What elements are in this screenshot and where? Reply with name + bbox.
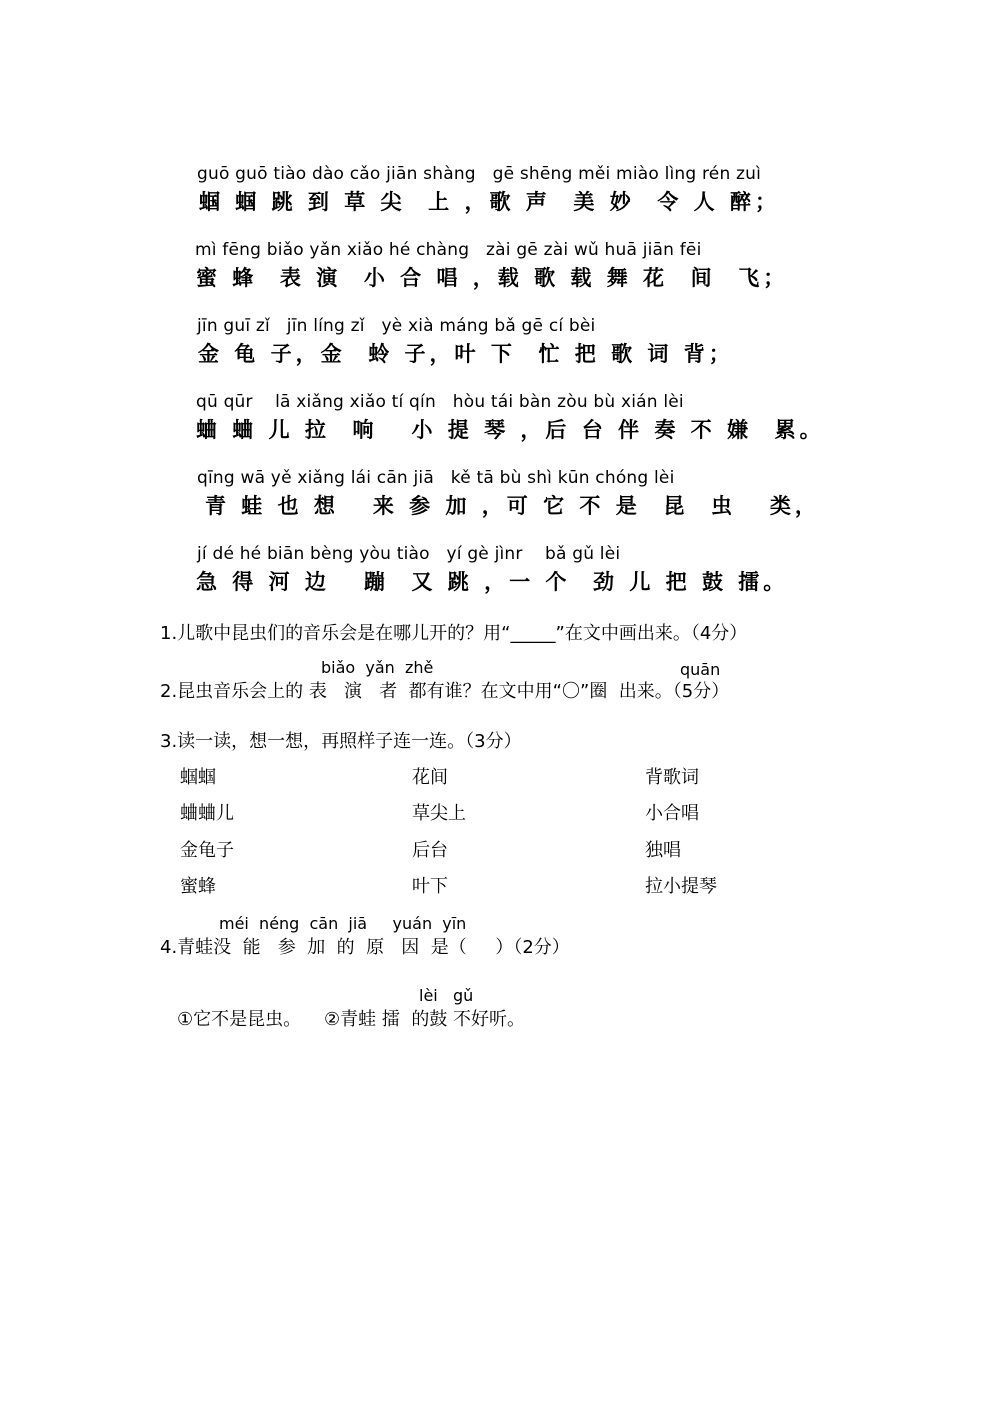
pinyin-line-5: qīng wā yě xiǎng lái cān jiā kě tā bù shì kūn chóng lèi	[197, 468, 675, 488]
match-left-item: 蛐蛐儿	[180, 803, 234, 824]
match-middle-item: 后台	[412, 840, 448, 861]
pinyin-line-2: mì fēng biǎo yǎn xiǎo hé chàng zài gē zài wǔ huā jiān fēi	[195, 240, 702, 260]
question-4: 4.青蛙没 能 参 加 的 原 因 是（ ）（2分）	[160, 937, 570, 958]
question-4-pinyin: méi néng cān jiā yuán yīn	[219, 914, 467, 933]
poem-line-6: 急 得 河 边 蹦 又 跳 ，一 个 劲 儿 把 鼓 擂。	[196, 570, 789, 594]
match-right-item: 背歌词	[645, 767, 699, 788]
match-left-item: 蝈蝈	[180, 767, 216, 788]
poem-line-1: 蝈 蝈 跳 到 草 尖 上 ，歌 声 美 妙 令 人 醉；	[199, 190, 780, 214]
options-pinyin: lèi gǔ	[419, 986, 474, 1005]
poem-line-4: 蛐 蛐 儿 拉 响 小 提 琴 ，后 台 伴 奏 不 嫌 累。	[196, 418, 825, 442]
poem-line-2: 蜜 蜂 表 演 小 合 唱 ，载 歌 载 舞 花 间 飞；	[196, 266, 789, 290]
pinyin-line-4: qū qūr lā xiǎng xiǎo tí qín hòu tái bàn zòu bù xián lèi	[196, 392, 684, 412]
match-middle-item: 草尖上	[412, 803, 466, 824]
answer-options: ①它不是昆虫。 ②青蛙 擂 的鼓 不好听。	[177, 1009, 526, 1030]
question-2: 2.昆虫音乐会上的 表 演 者 都有谁？在文中用“〇”圈 出来。（5分）	[160, 681, 730, 702]
question-2-pinyin-a: biǎo yǎn zhě	[321, 658, 434, 677]
match-left-item: 金龟子	[180, 840, 234, 861]
question-3: 3.读一读，想一想，再照样子连一连。（3分）	[160, 731, 522, 752]
poem-line-5: 青 蛙 也 想 来 参 加 ，可 它 不 是 昆 虫 类，	[205, 494, 820, 518]
pinyin-line-1: guō guō tiào dào cǎo jiān shàng gē shēng měi miào lìng rén zuì	[197, 164, 762, 184]
pinyin-line-6: jí dé hé biān bèng yòu tiào yí gè jìnr bǎ gǔ lèi	[197, 544, 621, 564]
match-right-item: 拉小提琴	[645, 876, 717, 897]
question-1: 1.儿歌中昆虫们的音乐会是在哪儿开的？用“_____”在文中画出来。（4分）	[160, 623, 748, 644]
poem-line-3: 金 龟 子，金 蛉 子，叶 下 忙 把 歌 词 背；	[198, 342, 734, 366]
match-left-item: 蜜蜂	[180, 876, 216, 897]
question-2-pinyin-b: quān	[680, 660, 721, 679]
match-middle-item: 叶下	[412, 876, 448, 897]
pinyin-line-3: jīn guī zǐ jīn líng zǐ yè xià máng bǎ gē cí bèi	[197, 316, 596, 336]
match-middle-item: 花间	[412, 767, 448, 788]
match-right-item: 小合唱	[645, 803, 699, 824]
match-right-item: 独唱	[645, 840, 681, 861]
